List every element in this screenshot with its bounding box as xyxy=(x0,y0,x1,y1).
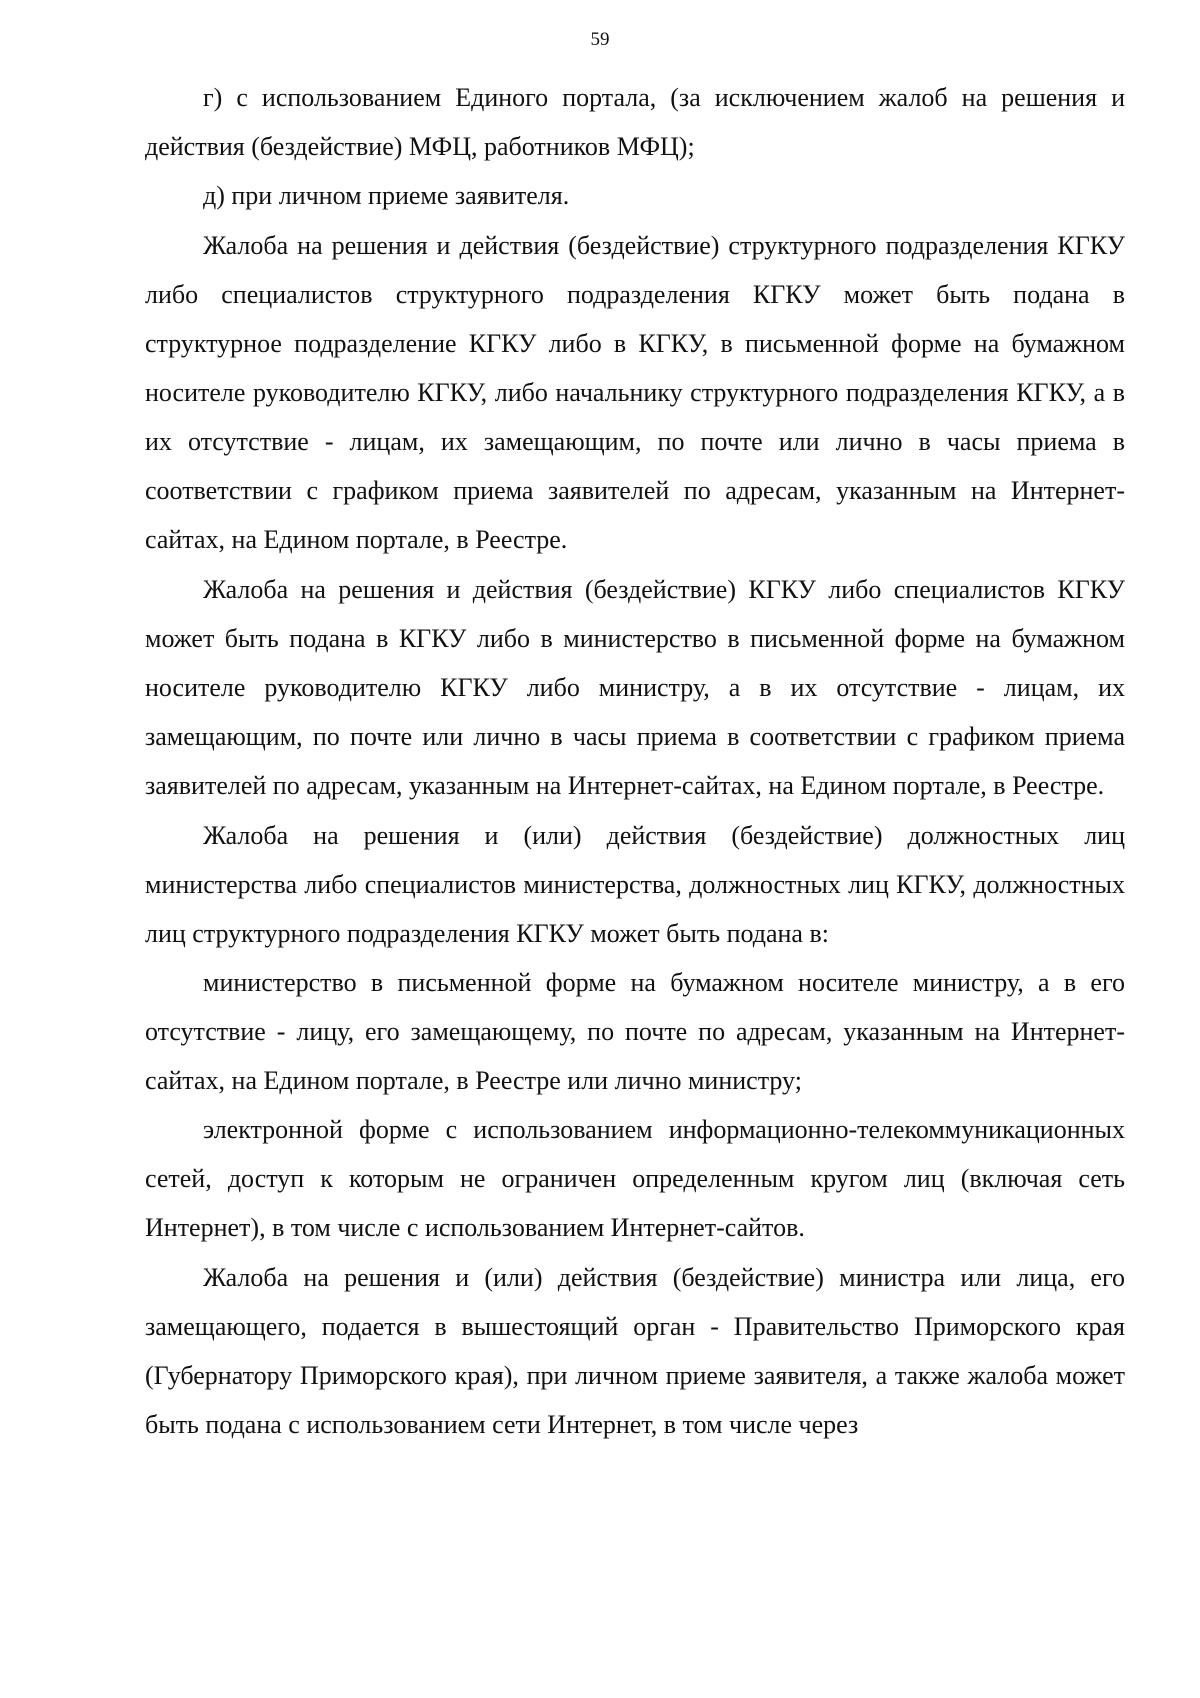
document-body xyxy=(145,73,1125,1449)
page-number: 59 xyxy=(590,29,610,50)
paragraph-complaint-minister: Жалоба на решения и (или) действия (бездействие) министра или лица, его замещающего, подается в вышестоящий орган - Правительство Приморского края (Губернатору Приморского края), при личном приеме заявителя, а также жалоба может быть подана с использованием сети Интернет, в том числе через xyxy=(145,1263,1125,1439)
paragraph-complaint-officials: Жалоба на решения и (или) действия (бездействие) должностных лиц министерства либо специалистов министерства, должностных лиц КГКУ, должностных лиц структурного подразделения КГКУ может быть подана в: xyxy=(145,821,1125,948)
paragraph-ministry-written: министерство в письменной форме на бумажном носителе министру, а в его отсутствие - лицу, его замещающему, по почте по адресам, указанным на Интернет-сайтах, на Едином портале, в Реестре или лично министру; xyxy=(145,968,1125,1095)
paragraph-complaint-structural-unit: Жалоба на решения и действия (бездействие) структурного подразделения КГКУ либо специалистов структурного подразделения КГКУ может быть подана в структурное подразделение КГКУ либо в КГКУ, в письменной форме на бумажном носителе руководителю КГКУ, либо начальнику структурного подразделения КГКУ, а в их отсутствие - лицам, их замещающим, по почте или лично в часы приема в соответствии с графиком приема заявителей по адресам, указанным на Интернет-сайтах, на Едином портале, в Реестре. xyxy=(145,231,1125,554)
paragraph-item-d: д) при личном приеме заявителя. xyxy=(203,181,570,210)
paragraph-item-g: г) с использованием Единого портала, (за исключением жалоб на решения и действия (бездействие) МФЦ, работников МФЦ); xyxy=(145,83,1125,161)
paragraph-electronic-form: электронной форме с использованием информационно-телекоммуникационных сетей, доступ к которым не ограничен определенным кругом лиц (включая сеть Интернет), в том числе с использованием Интернет-сайтов. xyxy=(145,1115,1125,1242)
paragraph-complaint-kgku: Жалоба на решения и действия (бездействие) КГКУ либо специалистов КГКУ может быть подана в КГКУ либо в министерство в письменной форме на бумажном носителе руководителю КГКУ либо министру, а в их отсутствие - лицам, их замещающим, по почте или лично в часы приема в соответствии с графиком приема заявителей по адресам, указанным на Интернет-сайтах, на Едином портале, в Реестре. xyxy=(145,575,1125,800)
